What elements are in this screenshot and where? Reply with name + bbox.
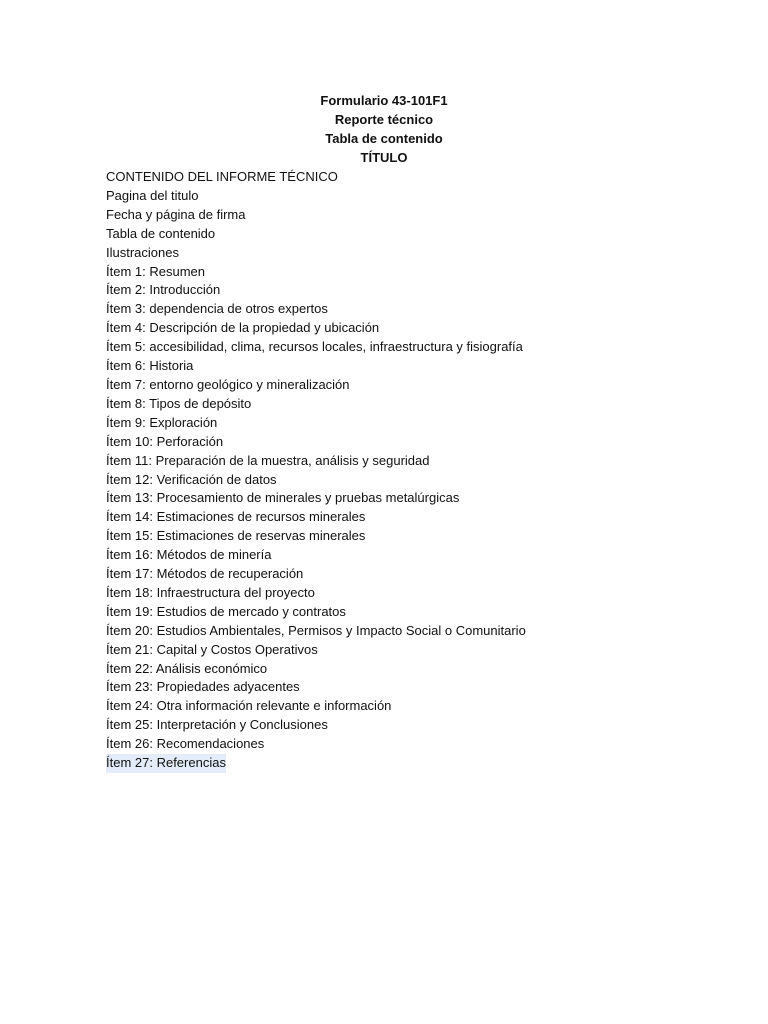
toc-item: Ítem 21: Capital y Costos Operativos xyxy=(106,641,318,657)
toc-item: Ítem 24: Otra información relevante e información xyxy=(106,698,392,714)
toc-item: Ítem 4: Descripción de la propiedad y ubicación xyxy=(106,320,380,336)
toc-item-selected[interactable] xyxy=(106,754,706,773)
toc-item: Ítem 19: Estudios de mercado y contratos xyxy=(106,603,346,619)
toc-item: Ítem 1: Resumen xyxy=(106,263,205,279)
toc-item: Ítem 5: accesibilidad, clima, recursos locales, infraestructura y fisiografía xyxy=(106,339,523,355)
toc-item: Ítem 18: Infraestructura del proyecto xyxy=(106,584,315,600)
toc-item: Ítem 22: Análisis económico xyxy=(106,660,268,676)
form-title: Formulario 43-101F1 xyxy=(320,93,448,108)
toc-item: Ítem 17: Métodos de recuperación xyxy=(106,566,304,582)
toc-section-heading: CONTENIDO DEL INFORME TÉCNICO xyxy=(106,169,338,184)
toc-item: Ítem 13: Procesamiento de minerales y pruebas metalúrgicas xyxy=(106,490,460,506)
document-header xyxy=(0,92,768,168)
toc-line: Pagina del titulo xyxy=(106,187,199,203)
toc-item: Ítem 15: Estimaciones de reservas minerales xyxy=(106,528,366,544)
toc-item: Ítem 6: Historia xyxy=(106,358,194,374)
toc-item: Ítem 14: Estimaciones de recursos minerales xyxy=(106,509,366,525)
toc-item: Ítem 25: Interpretación y Conclusiones xyxy=(106,717,328,733)
toc-item: Ítem 3: dependencia de otros expertos xyxy=(106,301,328,317)
table-of-contents xyxy=(106,168,706,773)
toc-item: Ítem 26: Recomendaciones xyxy=(106,736,265,752)
report-title: Reporte técnico xyxy=(334,111,434,127)
title-heading: TÍTULO xyxy=(360,149,408,165)
toc-line: Tabla de contenido xyxy=(106,225,216,241)
toc-item: Ítem 11: Preparación de la muestra, análisis y seguridad xyxy=(106,452,430,468)
toc-item: Ítem 12: Verificación de datos xyxy=(106,471,277,487)
toc-item: Ítem 23: Propiedades adyacentes xyxy=(106,679,300,695)
toc-line: Ilustraciones xyxy=(106,244,179,260)
toc-item: Ítem 10: Perforación xyxy=(106,433,224,449)
toc-item: Ítem 2: Introducción xyxy=(106,282,221,298)
toc-item: Ítem 7: entorno geológico y mineralización xyxy=(106,376,350,392)
toc-heading: Tabla de contenido xyxy=(325,130,443,146)
toc-line: Fecha y página de firma xyxy=(106,206,246,222)
toc-item: Ítem 20: Estudios Ambientales, Permisos y Impacto Social o Comunitario xyxy=(106,622,526,638)
toc-item: Ítem 9: Exploración xyxy=(106,414,218,430)
selected-text-highlight[interactable]: Ítem 27: Referencias xyxy=(106,754,226,773)
toc-item: Ítem 8: Tipos de depósito xyxy=(106,395,252,411)
toc-item: Ítem 16: Métodos de minería xyxy=(106,547,272,563)
